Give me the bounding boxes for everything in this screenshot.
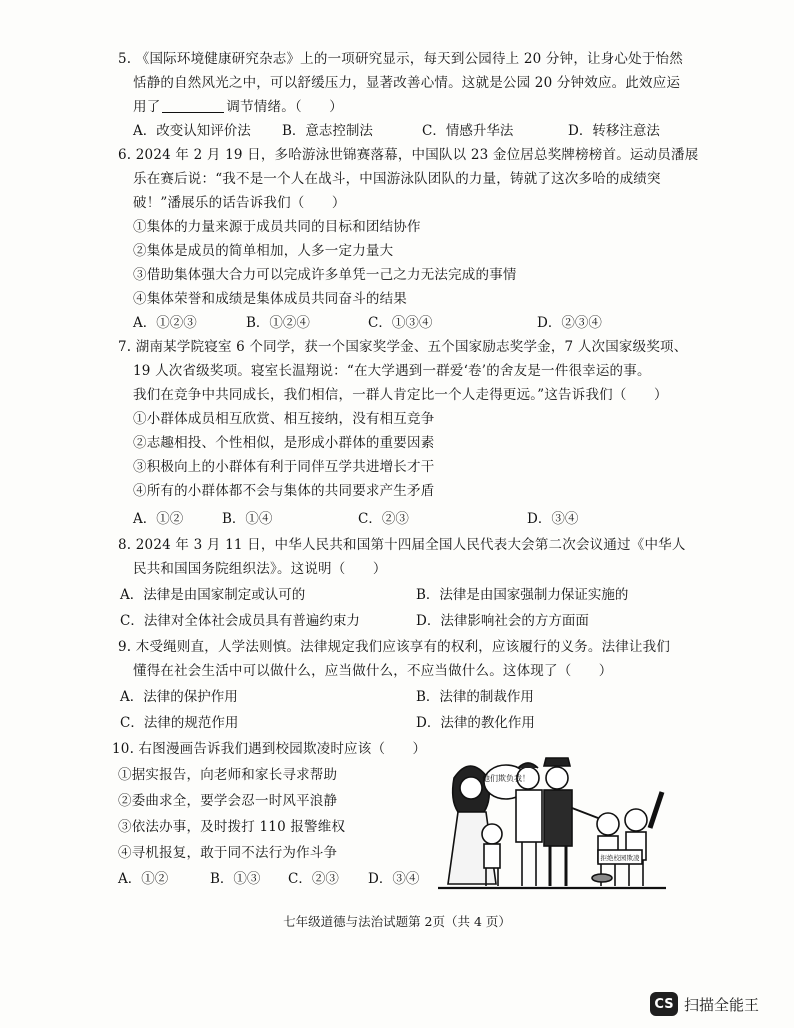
q7-statement-2: ②志趣相投、个性相似，是形成小群体的重要因素 (133, 435, 435, 451)
q9-option-b: B．法律的制裁作用 (416, 689, 534, 705)
q9-line-1: 9. 木受绳则直，人学法则慎。法律规定我们应该享有的权利，应该履行的义务。法律让我们 (118, 639, 671, 655)
q7-option-c: C．②③ (358, 511, 409, 527)
scanner-watermark (650, 990, 759, 1018)
q8-option-c: C．法律对全体社会成员具有普遍约束力 (120, 613, 360, 629)
q7-option-b: B．①④ (222, 511, 273, 527)
q5-line-2: 恬静的自然风光之中，可以舒缓压力，显著改善心情。这就是公园 20 分钟效应。此效应运 (133, 75, 681, 91)
q9-option-a: A．法律的保护作用 (120, 689, 238, 705)
q7-option-a: A．①② (133, 511, 184, 527)
q7-statement-1: ①小群体成员相互欣赏、相互接纳，没有相互竞争 (133, 411, 435, 427)
q10-option-c: C．②③ (288, 871, 339, 887)
bullying-cartoon-illustration (436, 748, 668, 894)
q6-line-2: 乐在赛后说：“我不是一个人在战斗，中国游泳队团队的力量，铸就了这次多哈的成绩突 (133, 171, 661, 187)
answer-blank (162, 112, 224, 113)
q6-statement-2: ②集体是成员的简单相加，人多一定力量大 (133, 243, 394, 259)
q8-line-1: 8. 2024 年 3 月 11 日，中华人民共和国第十四届全国人民代表大会第二次会议通过《中华人 (118, 537, 686, 553)
q9-line-2: 懂得在社会生活中可以做什么，应当做什么，不应当做什么。这体现了（ ） (133, 663, 613, 679)
q10-statement-4: ④寻机报复，敢于同不法行为作斗争 (118, 845, 338, 861)
q10-line-1: 10. 右图漫画告诉我们遇到校园欺凌时应该（ ） (112, 741, 427, 757)
q10-statement-2: ②委曲求全，要学会忍一时风平浪静 (118, 793, 338, 809)
q7-statement-4: ④所有的小群体都不会与集体的共同要求产生矛盾 (133, 483, 435, 499)
cartoon-sign-text: 拒绝校园欺凌 (600, 854, 640, 862)
q10-option-b: B．①③ (210, 871, 261, 887)
q10-option-d: D．③④ (368, 871, 420, 887)
q5-option-a: A．改变认知评价法 (133, 123, 251, 139)
q6-statement-3: ③借助集体强大合力可以完成许多单凭一己之力无法完成的事情 (133, 267, 517, 283)
q6-option-a: A．①②③ (133, 315, 197, 331)
q7-line-3: 我们在竞争中共同成长，我们相信，一群人肯定比一个人走得更远。”这告诉我们（ ） (133, 387, 668, 403)
speech-bubble-text: 他们欺负我！ (482, 774, 530, 783)
q6-statement-4: ④集体荣誉和成绩是集体成员共同奋斗的结果 (133, 291, 407, 307)
q8-option-d: D．法律影响社会的方方面面 (416, 613, 589, 629)
q6-line-3: 破！”潘展乐的话告诉我们（ ） (133, 195, 346, 211)
q5-option-b: B．意志控制法 (282, 123, 373, 139)
q9-option-c: C．法律的规范作用 (120, 715, 239, 731)
q6-option-d: D．②③④ (537, 315, 602, 331)
q9-option-d: D．法律的教化作用 (416, 715, 535, 731)
q6-line-1: 6. 2024 年 2 月 19 日，多哈游泳世锦赛落幕，中国队以 23 金位居总奖牌榜榜首。运动员潘展 (118, 147, 699, 163)
q7-option-d: D．③④ (527, 511, 579, 527)
q7-statement-3: ③积极向上的小群体有利于同伴互学共进增长才干 (133, 459, 435, 475)
q5-line-1: 5. 《国际环境健康研究杂志》上的一项研究显示，每天到公园待上 20 分钟，让身心处于怡然 (118, 51, 683, 67)
q10-option-a: A．①② (118, 871, 169, 887)
q7-line-1: 7. 湖南某学院寝室 6 个同学，获一个国家奖学金、五个国家励志奖学金，7 人次国家级奖项、 (118, 339, 688, 355)
q5-line-3: 用了 调节情绪。（ ） (133, 99, 343, 115)
page-footer: 七年级道德与法治试题第 2页（共 4 页） (283, 914, 511, 929)
q8-line-2: 民共和国国务院组织法》。这说明（ ） (133, 561, 387, 577)
q7-line-2: 19 人次省级奖项。寝室长温翔说：“在大学遇到一群爱‘卷’的舍友是一件很幸运的事。 (133, 363, 651, 379)
scanner-label: 扫描全能王 (684, 995, 760, 1014)
q5-option-d: D．转移注意法 (568, 123, 660, 139)
q8-option-a: A．法律是由国家制定或认可的 (120, 587, 306, 603)
q6-option-c: C．①③④ (368, 315, 433, 331)
q6-option-b: B．①②④ (246, 315, 310, 331)
q6-statement-1: ①集体的力量来源于成员共同的目标和团结协作 (133, 219, 421, 235)
q5-option-c: C．情感升华法 (422, 123, 514, 139)
q10-statement-3: ③依法办事，及时拨打 110 报警维权 (118, 819, 346, 835)
q8-option-b: B．法律是由国家强制力保证实施的 (416, 587, 629, 603)
camscanner-logo-icon: CS (650, 992, 678, 1016)
q10-statement-1: ①据实报告，向老师和家长寻求帮助 (118, 767, 338, 783)
